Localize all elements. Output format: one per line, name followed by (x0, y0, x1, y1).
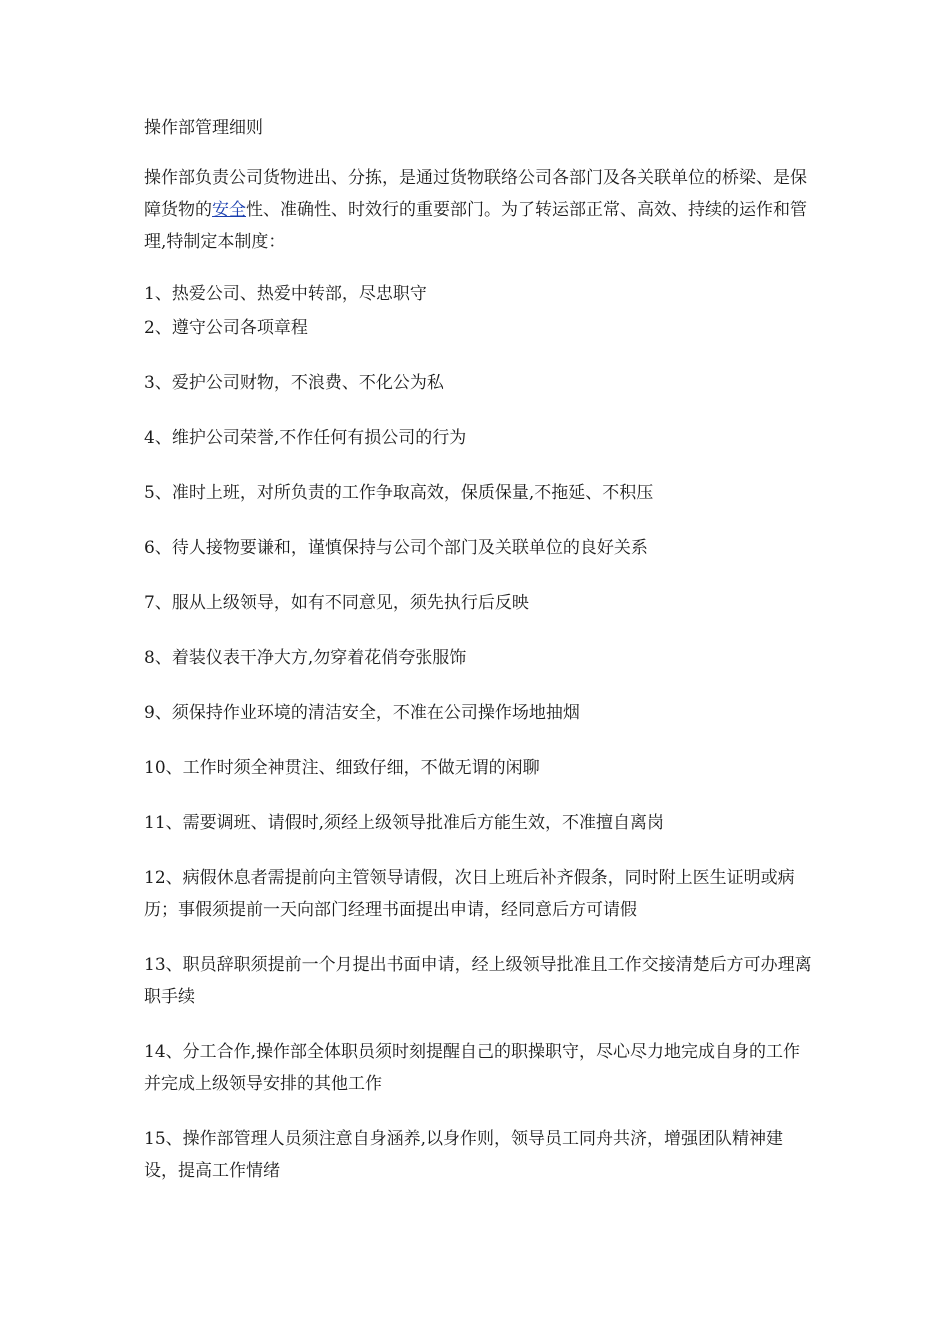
rule-item-2: 2、遵守公司各项章程 (144, 318, 308, 338)
rule-item-7: 7、服从上级领导，如有不同意见，须先执行后反映 (144, 593, 529, 613)
rule-item-13: 13、职员辞职须提前一个月提出书面申请，经上级领导批准且工作交接清楚后方可办理离职手续 (144, 955, 812, 1007)
rule-item-5: 5、准时上班，对所负责的工作争取高效，保质保量,不拖延、不积压 (144, 483, 654, 503)
rule-item-9: 9、须保持作业环境的清洁安全，不准在公司操作场地抽烟 (144, 703, 580, 723)
intro-text-before-link: 操作部负责公司货物进出、分拣，是通过货物联络公司各部门及各关联单位的桥梁、是保障货物的 (144, 168, 807, 220)
rule-item-3: 3、爱护公司财物，不浪费、不化公为私 (144, 373, 444, 393)
rule-item-8: 8、着装仪表干净大方,勿穿着花俏夸张服饰 (144, 648, 467, 668)
safety-link[interactable]: 安全 (212, 200, 246, 220)
rule-item-15: 15、操作部管理人员须注意自身涵养,以身作则，领导员工同舟共济，增强团队精神建设，提高工作情绪 (144, 1129, 784, 1181)
rule-item-11: 11、需要调班、请假时,须经上级领导批准后方能生效，不准擅自离岗 (144, 813, 665, 833)
rule-item-6: 6、待人接物要谦和，谨慎保持与公司个部门及关联单位的良好关系 (144, 538, 648, 558)
document-body (144, 112, 814, 1210)
intro-text-after-link: 性、准确性、时效行的重要部门。为了转运部正常、高效、持续的运作和管理,特制定本制度： (144, 200, 807, 252)
rule-item-1: 1、热爱公司、热爱中转部，尽忠职守 (144, 284, 427, 304)
rule-item-14: 14、分工合作,操作部全体职员须时刻提醒自己的职操职守，尽心尽力地完成自身的工作并完成上级领导安排的其他工作 (144, 1042, 801, 1094)
rule-item-4: 4、维护公司荣誉,不作任何有损公司的行为 (144, 428, 467, 448)
rule-item-10: 10、工作时须全神贯注、细致仔细，不做无谓的闲聊 (144, 758, 540, 778)
document-title: 操作部管理细则 (144, 118, 263, 138)
rule-item-12: 12、病假休息者需提前向主管领导请假，次日上班后补齐假条，同时附上医生证明或病历；事假须提前一天向部门经理书面提出申请，经同意后方可请假 (144, 868, 795, 920)
intro-paragraph (144, 162, 814, 258)
